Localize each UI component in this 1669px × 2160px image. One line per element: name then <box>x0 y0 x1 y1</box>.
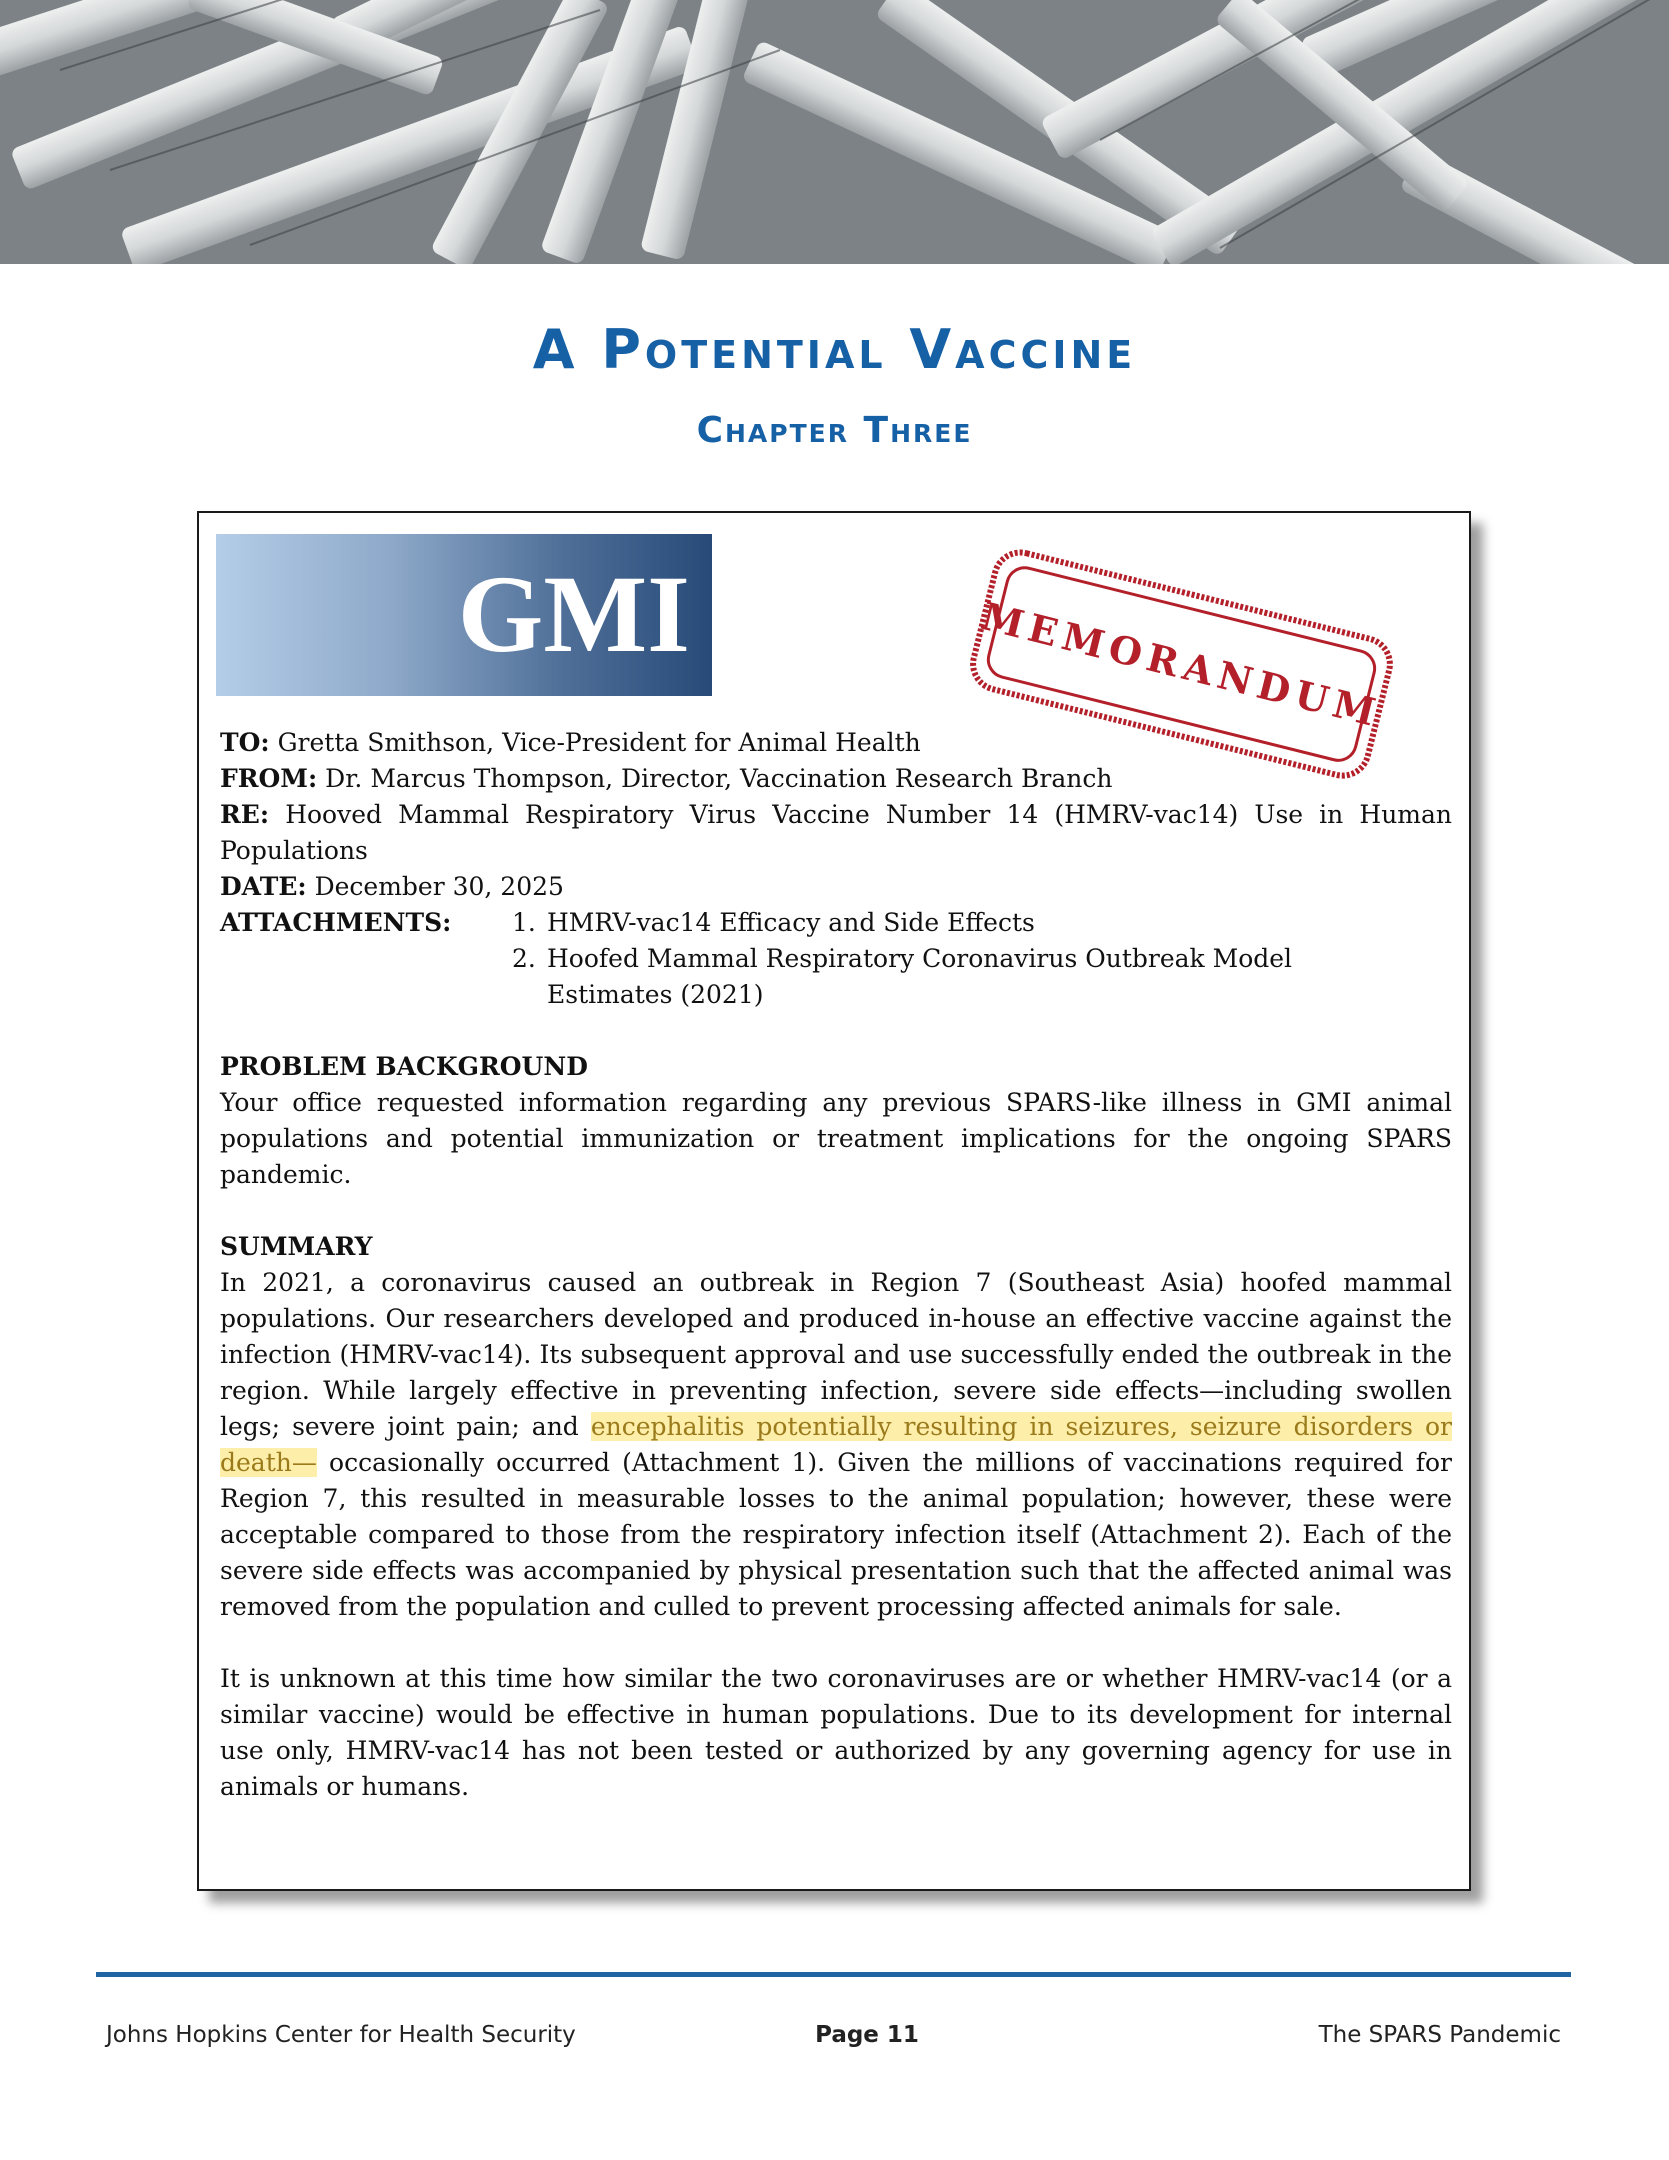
gmi-logo <box>216 534 712 696</box>
from-label: FROM: <box>220 764 318 793</box>
summary-heading: SUMMARY <box>220 1232 373 1261</box>
re-label: RE: <box>220 800 270 829</box>
closing-paragraph: It is unknown at this time how similar the two coronaviruses are or whether HMRV-vac14 (or a similar vaccine) would be effective in human populations. Due to its development for internal use only, HMRV-vac14 has not been tested or authorized by any governing agency for use in animals or humans. <box>220 1664 1452 1801</box>
date-value: December 30, 2025 <box>314 872 564 901</box>
attachments-label: ATTACHMENTS: <box>220 908 452 937</box>
memo-document <box>197 511 1471 1891</box>
footer-document-title: The SPARS Pandemic <box>1318 2022 1561 2048</box>
gmi-logo-text: GMI <box>457 553 690 675</box>
problem-background-heading: PROBLEM BACKGROUND <box>220 1052 588 1081</box>
memo-date-line <box>220 869 1452 905</box>
problem-background-text: Your office requested information regarding any previous SPARS-like illness in GMI animal populations and potential immunization or treatment implications for the ongoing SPARS pandemic. <box>220 1088 1452 1189</box>
chapter-subtitle: Chapter Three <box>696 410 973 451</box>
memo-re-line <box>220 797 1452 869</box>
attachment-number: 2. <box>512 944 536 973</box>
attachment-number: 1. <box>512 908 536 937</box>
attachments-list <box>512 905 1332 1013</box>
footer-organization: Johns Hopkins Center for Health Security <box>106 2022 576 2048</box>
to-label: TO: <box>220 728 270 757</box>
memo-to-line <box>220 725 1452 761</box>
attachment-item <box>512 905 1332 941</box>
from-value: Dr. Marcus Thompson, Director, Vaccination Research Branch <box>325 764 1113 793</box>
re-value: Hooved Mammal Respiratory Virus Vaccine Number 14 (HMRV-vac14) Use in Human Populations <box>220 800 1453 865</box>
header-photo-syringes <box>0 0 1669 264</box>
attachments-block <box>220 905 1452 1013</box>
attachment-title: HMRV-vac14 Efficacy and Side Effects <box>547 908 1035 937</box>
summary-highlighted-text: encephalitis potentially resulting in seizures, seizure disorders or death— <box>220 1412 1453 1477</box>
footer-page-number: Page 11 <box>815 2022 919 2048</box>
memo-body <box>220 725 1452 1805</box>
chapter-title: A Potential Vaccine <box>532 318 1137 381</box>
summary-paragraph <box>220 1265 1452 1625</box>
footer-divider <box>96 1972 1571 1977</box>
syringes-illustration <box>0 0 1669 264</box>
date-label: DATE: <box>220 872 307 901</box>
attachment-item <box>512 941 1332 1013</box>
memo-from-line <box>220 761 1452 797</box>
summary-text-part1: In 2021, a coronavirus caused an outbreak in Region 7 (Southeast Asia) hoofed mammal populations. Our researchers developed and produced in-house an effective vaccine against the infection (HMRV-vac14). Its subsequent approval and use successfully ended the outbreak in the region. While largely effective in preventing infection, severe side effects—including swollen legs; severe joint pain; and <box>220 1268 1452 1441</box>
stamp-text: MEMORANDUM <box>976 593 1386 736</box>
attachment-title: Hoofed Mammal Respiratory Coronavirus Outbreak Model Estimates (2021) <box>547 944 1293 1009</box>
to-value: Gretta Smithson, Vice-President for Animal Health <box>277 728 921 757</box>
summary-text-part2: occasionally occurred (Attachment 1). Given the millions of vaccinations required for Region 7, this resulted in measurable losses to the animal population; however, these were acceptable compared to those from the respiratory infection itself (Attachment 2). Each of the severe side effects was accompanied by physical presentation such that the affected animal was removed from the population and culled to prevent processing affected animals for sale. <box>220 1448 1452 1621</box>
